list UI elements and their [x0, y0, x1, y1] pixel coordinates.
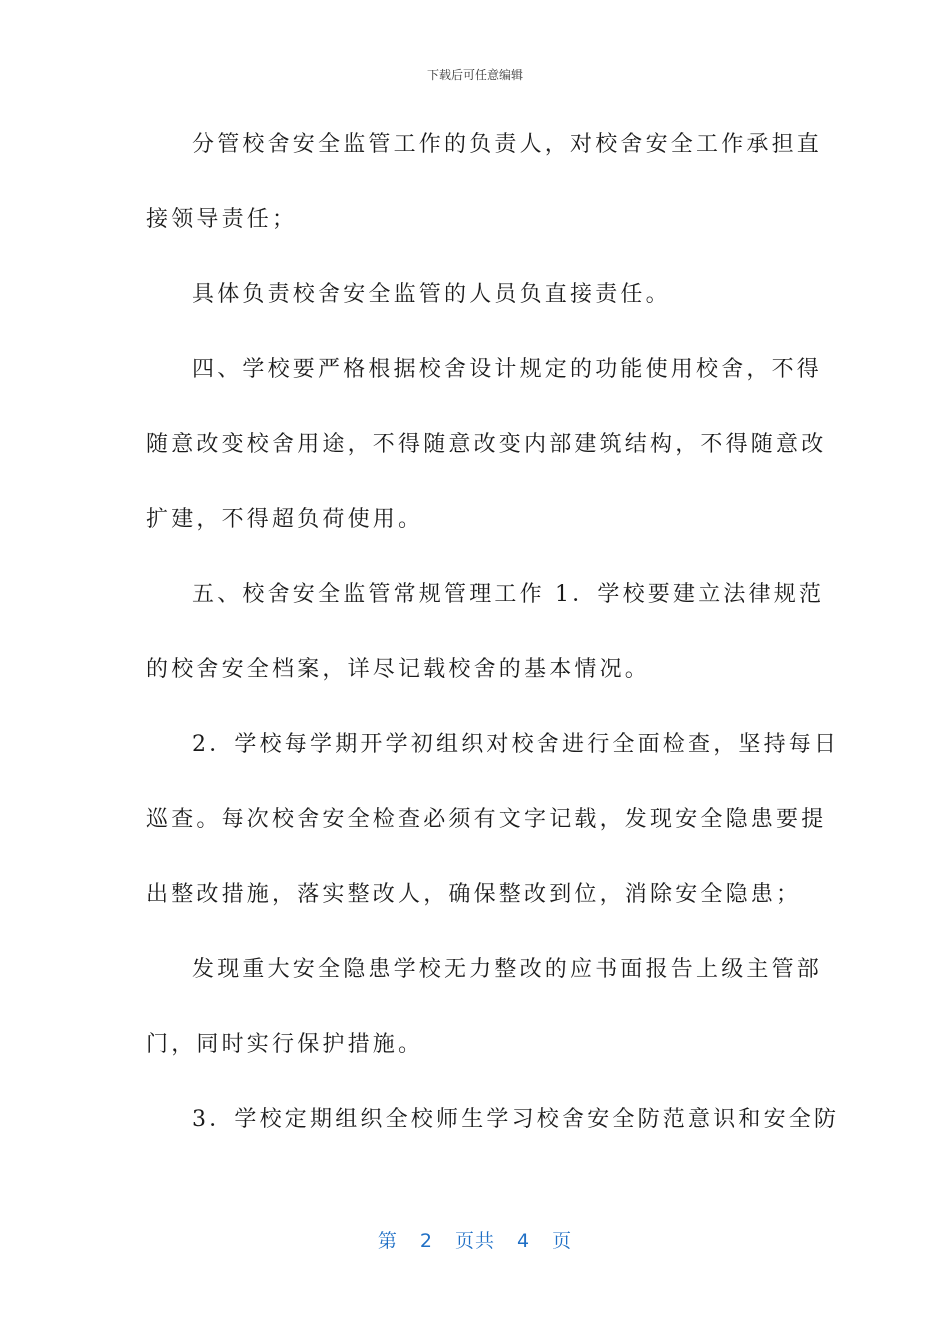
text-line: 门，同时实行保护措施。: [146, 1032, 424, 1057]
footer-prefix: 第: [377, 1230, 398, 1252]
text-line: 的校舍安全档案，详尽记载校舍的基本情况。: [146, 657, 651, 682]
page-number-footer: [0, 1226, 950, 1253]
text-line: 2．学校每学期开学初组织对校舍进行全面检查，坚持每日: [192, 732, 840, 757]
footer-suffix: 页: [552, 1230, 573, 1252]
text-line: 出整改措施，落实整改人，确保整改到位，消除安全隐患；: [146, 882, 802, 907]
text-line: 扩建，不得超负荷使用。: [146, 507, 424, 532]
text-line: 接领导责任；: [146, 207, 298, 232]
text-line: 随意改变校舍用途，不得随意改变内部建筑结构，不得随意改: [146, 432, 827, 457]
footer-current-page: 2: [419, 1230, 433, 1252]
text-line: 巡查。每次校舍安全检查必须有文字记载，发现安全隐患要提: [146, 807, 827, 832]
text-line: 四、学校要严格根据校舍设计规定的功能使用校舍，不得: [192, 357, 823, 382]
text-line: 3．学校定期组织全校师生学习校舍安全防范意识和安全防: [192, 1107, 840, 1132]
text-line: 分管校舍安全监管工作的负责人，对校舍安全工作承担直: [192, 132, 823, 157]
text-line: 发现重大安全隐患学校无力整改的应书面报告上级主管部: [192, 957, 823, 982]
footer-middle: 页共: [454, 1230, 495, 1252]
text-line: 五、校舍安全监管常规管理工作 1．学校要建立法律规范: [192, 582, 825, 607]
text-line: 具体负责校舍安全监管的人员负直接责任。: [192, 282, 671, 307]
page-header-note: 下载后可任意编辑: [426, 68, 523, 82]
footer-total-pages: 4: [517, 1230, 531, 1252]
